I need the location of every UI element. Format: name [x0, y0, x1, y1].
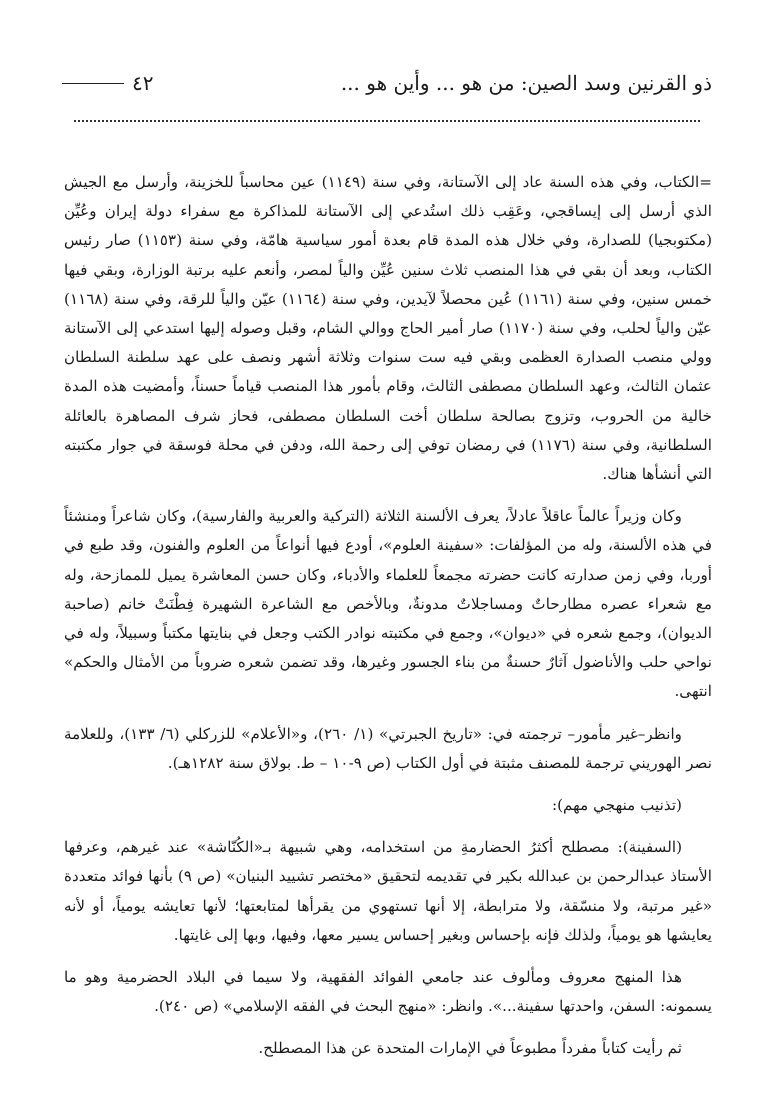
footnote-paragraph: =الكتاب، وفي هذه السنة عاد إلى الآستانة، وفي سنة (١١٤٩) عين محاسباً للخزينة، وأرسل مع الجيش الذي أرسل إلى إيساقجي، وعَقِب ذلك استُدعي إلى الآستانة للمذاكرة مع سفراء دولة إيران وعُيِّن (مكتوبجيا) للصدارة، وفي خلال هذه المدة قام بعدة أمور سياسية هامّة، وفي سنة (١١٥٣) صار رئيس الكتاب، وبعد أن بقي في هذا المنصب ثلاث سنين عُيِّن والياً لمصر، وأنعم عليه برتبة الوزارة، وبقي فيها خمس سنين، وفي سنة (١١٦١) عُين محصلاً لآيدين، وفي سنة (١١٦٤) عيّن والياً للرقة، وفي سنة (١١٦٨) عيّن والياً لحلب، وفي سنة (١١٧٠) صار أمير الحاج ووالي الشام، وقبل وصوله إليها استدعي إلى الآستانة وولي منصب الصدارة العظمى وبقي فيه ست سنوات وثلاثة أشهر ونصف على عهد سلطنة السلطان عثمان الثالث، وعهد السلطان مصطفى الثالث، وقام بأمور هذا المنصب قياماً حسناً، وأمضيت هذه المدة خالية من الحروب، وتزوج بصالحة سلطان أخت السلطان مصطفى، فحاز شرف المصاهرة بالعائلة السلطانية، وفي سنة (١١٧٦) في رمضان توفي إلى رحمة الله، ودفن في محلة فوسقة في جوار مكتبته التي أنشأها هناك. — [64, 173, 713, 484]
footnote-paragraph: وانظر–غير مأمور– ترجمته في: «تاريخ الجبرتي» (١/ ٢٦٠)، و«الأعلام» للزركلي (٦/ ١٣٣)، وللعلامة نصر الهوريني ترجمة للمصنف مثبتة في أول الكتاب (ص ٩-١٠ – ط. بولاق سنة ١٢٨٢هـ). — [64, 724, 712, 772]
footnote-paragraph: ثم رأيت كتاباً مفرداً مطبوعاً في الإمارات المتحدة عن هذا المصطلح. — [258, 1039, 682, 1058]
running-title: ذو القرنين وسد الصين: من هو ... وأين هو ... — [340, 71, 712, 95]
footnote-paragraph: هذا المنهج معروف ومألوف عند جامعي الفوائد الفقهية، ولا سيما في البلاد الحضرمية وهو ما يسمونه: السفن، واحدتها سفينة...». وانظر: «منهج البحث في الفقه الإسلامي» (ص ٢٤٠). — [64, 968, 712, 1016]
footnote-body — [64, 168, 712, 1064]
footnote-separator — [74, 120, 700, 122]
footnote-paragraph: وكان وزيراً عالماً عاقلاً عادلاً، يعرف الألسنة الثلاثة (التركية والعربية والفارسية)، وكان شاعراً ومنشئاً في هذه الألسنة، وله من المؤلفات: «سفينة العلوم»، أودع فيها أنواعاً من العلوم والفنون، وقد طبع في أوربا، وفي زمن صدارته كانت حضرته مجمعاً للعلماء والأدباء، وكان حسن المعاشرة يميل للممازحة، وله مع شعراء عصره مطارحاتٌ ومساجلاتٌ مدونةٌ، وبالأخص مع الشاعرة الشهيرة فِطْنَتْ خانم (صاحبة الديوان)، وجمع شعره في «ديوان»، وجمع في مكتبته نوادر الكتب وجعل في بنايتها مكتباً وسبيلاً، وله في نواحي حلب والأناضول آثارٌ حسنةٌ من بناء الجسور وغيرها، وقد تضمن شعره ضروباً من الأمثال والحكم» انتهى. — [64, 507, 712, 701]
page-number: ٤٢ — [132, 71, 154, 95]
section-heading: (تذنيب منهجي مهم): — [552, 796, 682, 815]
folio-rule — [62, 83, 124, 84]
footnote-paragraph: (السفينة): مصطلح أكثرُ الحضارمةِ من استخدامه، وهي شبيهة بـ«الكُنّاشة» عند غيرهم، وعرفها الأستاذ عبدالرحمن بن عبدالله بكير في تقديمه لتحقيق «مختصر تشييد البنيان» (ص ٩) بأنها فوائد متعددة «غير مرتبة، ولا منسّقة، ولا مترابطة، إلا أنها تستهوي من يقرأها لمتابعتها؛ لأنها تعايشه يومياً، أو لأنه يعايشها هو يومياً، ولذلك فإنه بإحساس وبغير إحساس يسير معها، وفيها، وبها إلى غايتها. — [64, 838, 712, 944]
folio — [62, 71, 153, 95]
running-header — [62, 66, 712, 100]
